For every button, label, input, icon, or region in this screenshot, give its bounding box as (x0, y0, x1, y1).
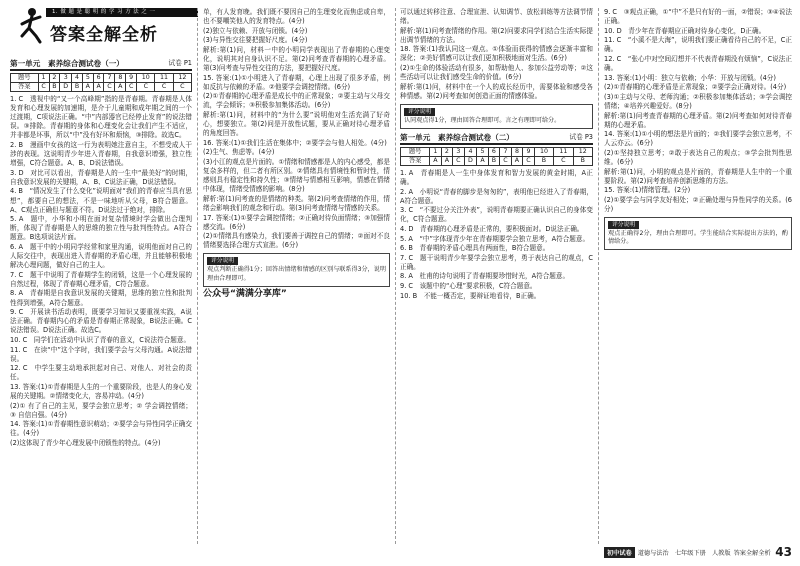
answer-paragraph: 11. C 在读“中”这个字时，我们要学会与父母沟通。A说法错误。 (10, 345, 192, 363)
answer-list (400, 8, 593, 101)
answer-paragraph: (2)生气、焦虑等。(4分) (203, 148, 275, 157)
page-number: 43 (775, 545, 792, 559)
page-reference: 试卷 P3 (569, 132, 593, 141)
answer-cell: A (430, 156, 441, 165)
answer-cell: B (488, 156, 499, 165)
scoring-note (604, 217, 792, 250)
answer-cell: 6 (93, 74, 104, 83)
answer-cell: 7 (104, 74, 115, 83)
answer-paragraph: 10. C 同学们在活动中认识了青春的意义，C说法符合题意。 (10, 335, 191, 344)
scoring-note-text: 观点正确得2分，理由合理即可。学生能结合实际提出方法的，酌情给分。 (608, 230, 788, 246)
answer-paragraph: (3)①主动与父母、老师沟通；②积极参加集体活动；③学会调控情绪；④培养兴趣爱好。(8分) (604, 92, 792, 110)
column-3 (400, 8, 593, 548)
answer-cell: 题号 (11, 74, 39, 83)
answer-paragraph: 6. B 青春期的矛盾心理具有两面性，B符合题意。 (400, 244, 550, 253)
scoring-note (400, 104, 593, 129)
footer-subject: 道德与法治 七年级下册 人教版 (637, 549, 731, 557)
answer-paragraph: 16. 答案:(1)①我们生活在集体中；②要学会与他人相处。(4分) (203, 138, 387, 147)
answer-paragraph: 解析:第(1)问，材料中的“为什么要”说明他对生活充满了好奇心，想要独立。第(2)问是开放性试题，要从正确对待心理矛盾的角度回答。 (203, 111, 390, 138)
answer-paragraph: (3)小江的观点是片面的。①情绪和情感都是人的内心感受，都是复杂多样的，但二者有所区别。②情绪具有情境性和暂时性，情感则具有稳定性和持久性；③情绪与情感相互影响，情感在情绪中体现，情绪受情感的影响。(8分) (203, 158, 390, 194)
answer-cell: B (534, 156, 553, 165)
answer-paragraph: (2)① 有了自己的主见，要学会独立思考；② 学会调控情绪；③ 自信自强。(4分) (10, 401, 192, 419)
answer-paragraph: 7. C 题干说明青少年要学会独立思考，勇于表达自己的观点，C正确。 (400, 253, 593, 271)
banner-strip: 1. 做 题 是 聪 明 的 学 习 方 法 之 一 (46, 8, 198, 17)
answer-paragraph: 解析:第(1)问，材料中在一个人的成长经历中，需要体验和感受各种情感。第(2)问考查如何创造正面的情感体验。 (400, 82, 593, 100)
answer-cell: 5 (82, 74, 93, 83)
scoring-note-tag: 评分说明 (404, 108, 435, 116)
answer-paragraph: (3)与异性交往要把握好尺度。(4分) (203, 36, 308, 45)
answer-paragraph: 17. 答案:(1)①要学会调控情绪；②正确对待负面情绪；③加强情感交流。(6分) (203, 213, 390, 231)
answer-paragraph: 解析:第(1)问考查情绪的作用。第(2)问要求同学们结合生活实际提出调节情绪的方法。 (400, 26, 593, 44)
answer-paragraph: 5. A “中”字体现青少年在青春期要学会独立思考，A符合题意。 (400, 234, 590, 243)
unit-title: 第一单元 素养综合测试卷（二） (400, 132, 514, 142)
answer-paragraph: 18. 答案:(1)我认同这一观点。①体验而获得的情感会逐渐丰富和深化；②美好情感可以让我们更加积极地面对生活。(6分) (400, 45, 593, 63)
answer-paragraph: 解析:第(1)问考查的是情绪的种类。第(2)问考查情绪的作用，情绪会影响我们的观念和行动。第(3)问考查情绪与情感的关系。 (203, 194, 390, 212)
answer-cell: 6 (488, 147, 499, 156)
wechat-note (203, 290, 390, 299)
answer-list (203, 8, 390, 250)
unit-heading (10, 58, 192, 71)
answer-cell: 3 (453, 147, 465, 156)
answer-cell: D (464, 156, 477, 165)
answer-cell: 10 (534, 147, 553, 156)
answer-cell: 10 (137, 74, 155, 83)
answer-cell: C (453, 156, 465, 165)
answer-paragraph: (2)①情绪具有感染力，我们要善于调控自己的情绪；②面对不良情绪要选择合理方式宣泄。(6分) (203, 232, 390, 250)
answer-paragraph: 8. A 杜甫的诗句说明了青春期要珍惜时光，A符合题意。 (400, 272, 570, 281)
answer-paragraph: 解析:第(1)问考查青春期的心理矛盾。第(2)问考查如何对待青春期的心理矛盾。 (604, 111, 792, 129)
answer-cell: 4 (72, 74, 83, 83)
answer-paragraph: 6. A 题干中的小明同学经常和家里沟通，说明他面对自己的人际交往中，表现出进入青春期的矛盾心理，并且能够积极地解决心理问题，做好自己的主人。 (10, 243, 192, 270)
answer-table (400, 147, 593, 166)
scoring-note (203, 253, 390, 286)
answer-cell: 9 (126, 74, 137, 83)
answer-cell: 11 (554, 147, 573, 156)
answer-paragraph: 1. A 青春期是人一生中身体发育和智力发展的黄金时期，A正确。 (400, 168, 593, 186)
answer-paragraph: (2)①要学会与同学友好相处；②正确处理与异性同学的关系。(6分) (604, 195, 792, 213)
answer-paragraph: 14. 答案:(1)①青春期性意识萌动；②要学会与异性同学正确交往。(4分) (10, 420, 192, 438)
answer-cell: A (93, 83, 104, 92)
answer-cell: B (573, 156, 592, 165)
answer-paragraph: 5. A 题中，小华和小明在面对复杂情境时学会做出合理判断，体现了青春期是人的思维的独立性与批判性特点。A符合题意。B选项说法片面。 (10, 215, 192, 242)
answer-cell: B (72, 83, 83, 92)
answer-paragraph: 9. C 该题中的“心理”要求积极，C符合题意。 (400, 281, 537, 290)
answer-cell: C (554, 156, 573, 165)
scoring-note-text: 观点判断正确得1分；回答出情绪和情感的区别与联系得3分，说明理由合理即可。 (207, 266, 386, 282)
column-2 (203, 8, 390, 548)
answer-paragraph: 3. D 对比可以看出，青春期是人的一生中“最美好”的时期，自我意识发展的关键期，A、B、C说法正确，D说法错误。 (10, 168, 192, 186)
answer-cell: D (60, 83, 72, 92)
answer-cell: 4 (464, 147, 477, 156)
answer-cell: A (441, 156, 452, 165)
footer-tail: 答案全解全析 (733, 549, 771, 557)
answer-cell: 11 (155, 74, 173, 83)
answer-cell: C (126, 83, 137, 92)
column-4 (604, 8, 792, 548)
footer-tag: 初中试卷 (604, 547, 635, 558)
answer-cell: 答案 (401, 156, 430, 165)
answer-cell: 9 (523, 147, 535, 156)
answer-paragraph: 12. C “张心中对空间幻想并不代表青春期没有烦恼”，C说法正确。 (604, 54, 792, 73)
answer-paragraph: 7. C 题干中说明了青春期学生的闭锁，这是一个心理发展的自然过程，体现了青春期心理矛盾，C符合题意。 (10, 270, 192, 288)
answer-paragraph: 可以通过转移注意、合理宣泄、认知调节、放松训练等方法调节情绪。 (400, 8, 593, 26)
answer-cell: C (104, 83, 115, 92)
answer-list (400, 169, 593, 301)
column-1 (10, 56, 192, 544)
answer-cell: 2 (49, 74, 60, 83)
answer-paragraph: (2)①青春期的心理矛盾是正常现象；②要学会正确对待。(4分) (604, 83, 787, 92)
answer-paragraph: 12. C 中学生要主动地承担起对自己、对他人、对社会的责任。 (10, 364, 192, 382)
answer-cell: 2 (441, 147, 452, 156)
answer-paragraph: 解析:第(1)问，小明的观点是片面的，青春期是人生中的一个重要阶段。第(2)问考查培养创新思维的方法。 (604, 167, 792, 185)
answer-cell: 3 (60, 74, 72, 83)
answer-cell: B (49, 83, 60, 92)
answer-paragraph: 15. 答案:(1)情绪管理。(2分) (604, 186, 691, 195)
unit-heading (400, 132, 593, 145)
answer-paragraph: 13. 答案:(1)小明：独立与依赖；小华：开放与闭锁。(4分) (604, 73, 776, 82)
answer-paragraph: 9. C ③观点正确，①“中”不是只有好的一面，②错误；③④说法正确。 (604, 8, 792, 26)
answer-list (10, 95, 192, 448)
answer-paragraph: 3. C “不要过分关注外表”，说明青春期要正确认识自己的身体变化，C符合题意。 (400, 206, 593, 224)
answer-paragraph: 单，有人发育晚。我们既不要因自己的生理变化而焦虑或自卑，也不要嘲笑他人的发育特点。(4分) (203, 8, 390, 26)
scoring-note-tag: 评分说明 (207, 257, 238, 265)
answer-paragraph: (2)独立与依赖、开放与闭锁。(4分) (203, 26, 308, 35)
page-footer (604, 544, 792, 560)
answer-cell: 题号 (401, 147, 430, 156)
answer-cell: C (155, 83, 173, 92)
column-divider (197, 8, 198, 544)
answer-paragraph: (2)①生命的体验活动有很多，如帮助他人、参加公益劳动等；②这些活动可以让我们感受生命的价值。(6分) (400, 64, 593, 82)
answer-cell: 7 (500, 147, 512, 156)
answer-cell: C (500, 156, 512, 165)
answer-paragraph: 2. A 小明说“青春的脚步是匆匆的”，表明他已经进入了青春期，A符合题意。 (400, 187, 593, 205)
answer-paragraph: 8. A 青春期是自我意识发展的关键期，思维的独立性和批判性得到增强，A符合题意。 (10, 289, 192, 307)
answer-paragraph: 14. 答案:(1)①小明的想法是片面的；②我们要学会独立思考，不人云亦云。(6分) (604, 130, 792, 148)
answer-paragraph: 解析:第(1)问，材料一中的小明同学表现出了青春期的心理变化，说明其对自身认识不足。第(2)问考查青春期的心理矛盾。第(3)问考查与异性交往的方法，要把握好尺度。 (203, 45, 390, 73)
answer-paragraph: 11. C “小溪不是大海”，说明我们要正确看待自己的不足，C正确。 (604, 36, 792, 54)
answer-paragraph: 4. D 青春期的心理矛盾是正常的，要积极面对。D说法正确。 (400, 224, 584, 233)
answer-paragraph: 15. 答案:(1)①小明进入了青春期，心理上出现了很多矛盾，例如反抗与依赖的矛盾。②他要学会调控情绪。(6分) (203, 73, 390, 91)
answer-cell: A (511, 156, 522, 165)
answer-cell: C (173, 83, 191, 92)
answer-paragraph: 1. C 透视中的“又一个高峰期”指的是青春期。青春期是人体发育和心理发展的加速期，是介于儿童期和成年期之间的一个过渡期，C项说法正确。“中”内部器官已经停止发育”的说法错误。③排除。青春期的身体和心理变化会让我们产生不适应，并非都是坏事，所以“中”没有好坏和烦恼，③排除。故选C。 (10, 95, 192, 140)
answer-cell: 12 (173, 74, 191, 83)
answer-list (604, 8, 792, 214)
answer-paragraph: 10. D 青少年在青春期应正确对待身心变化，D正确。 (604, 26, 766, 35)
answer-cell: C (523, 156, 535, 165)
scoring-note-tag: 评分说明 (608, 221, 639, 229)
answer-cell: 5 (477, 147, 488, 156)
column-divider (395, 8, 396, 544)
wechat-text: 公众号“满满分享库” (203, 288, 287, 299)
answer-cell: 12 (573, 147, 592, 156)
answer-cell: A (82, 83, 93, 92)
answer-cell: 1 (38, 74, 49, 83)
answer-cell: 1 (430, 147, 441, 156)
answer-cell: A (477, 156, 488, 165)
page-reference: 试卷 P1 (168, 59, 192, 67)
answer-cell: 答案 (11, 83, 39, 92)
unit-title: 第一单元 素养综合测试卷（一） (10, 59, 124, 68)
answer-paragraph: 4. B “情况发生了什么变化”说明面对“我们的青春应当具有思想”，都要自己的想法，不是一味地听从父母，B符合题意。A、C观点正确但与题意不符。D说法过于绝对，排除。 (10, 187, 192, 214)
answer-cell: 8 (511, 147, 522, 156)
scoring-note-text: 认同观点得1分，理由回答合理即可。言之有理即可给分。 (404, 116, 561, 124)
answer-table (10, 73, 192, 92)
answer-paragraph: 2. B 漫画中女孩的这一行为表明她注意自主，不想受成人干涉的表现。这说明青少年进入青春期，自我意识增强，独立性增强，C符合题意。A、B、D说法错误。 (10, 140, 192, 168)
column-divider (598, 8, 599, 544)
answer-paragraph: 13. 答案:(1)①青春期是人生的一个重要阶段，也是人的身心发展的关键期。②情绪变化大，容易冲动。(4分) (10, 382, 192, 400)
banner (10, 6, 200, 46)
answer-paragraph: 9. C 开展读书活动表明，既要学习知识又要重视实践，A说法正确。青春期内心的矛盾是青春期正常现象，B说法正确。C说法错误。D说法正确。故选C。 (10, 308, 192, 335)
answer-paragraph: 10. B 不能一概否定，要辩证地看待，B正确。 (400, 291, 541, 300)
answer-cell: C (137, 83, 155, 92)
answer-paragraph: (2)这体现了青少年心理发展中闭锁性的特点。(4分) (10, 438, 161, 447)
runner-figure-icon (12, 6, 50, 46)
answer-paragraph: (2)①青春期的心理矛盾是成长中的正常现象；②要主动与父母交流，学会倾诉；③积极参加集体活动。(6分) (203, 92, 390, 110)
banner-title: 答案全解全析 (50, 25, 158, 45)
answer-cell: 8 (115, 74, 126, 83)
answer-cell: A (115, 83, 126, 92)
answer-paragraph: (2)①坚持独立思考；②敢于表达自己的观点；③学会批判性思维。(6分) (604, 148, 792, 166)
answer-cell: C (38, 83, 49, 92)
